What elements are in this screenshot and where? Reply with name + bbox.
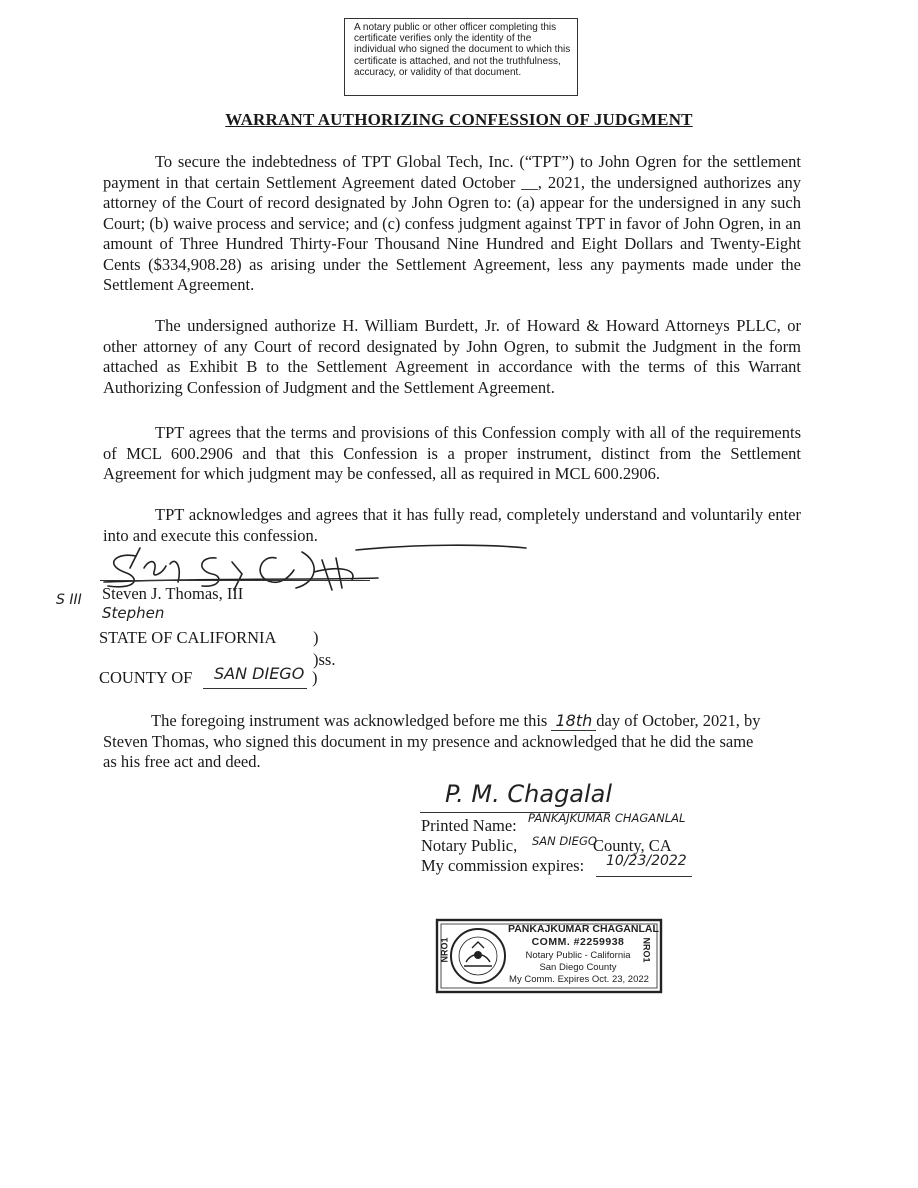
commission-underline — [596, 876, 692, 877]
acknowledgment-line-2: Steven Thomas, who signed this document in my presence and acknowledged that he did the same — [103, 732, 754, 751]
stamp-county: San Diego County — [539, 962, 617, 973]
notary-signature: P. M. Chagalal — [445, 780, 613, 808]
signer-handwritten-name: Stephen — [102, 604, 165, 622]
notary-stamp — [434, 918, 664, 994]
state-paren: ) — [313, 628, 319, 647]
acknowledgment-line-1 — [151, 711, 761, 731]
acknowledgment-day: 18th — [551, 711, 596, 731]
signature-line — [100, 580, 370, 581]
paragraph-authorization: The undersigned authorize H. William Burdett, Jr. of Howard & Howard Attorneys PLLC, or other attorney of any Court of record designated by John Ogren, to submit the Judgment in the form attached as Exhibit B to the Settlement Agreement in accordance with the terms of this Warrant Authorizing Confession of Judgment and the Settlement Agreement. — [103, 316, 801, 397]
document-title: WARRANT AUTHORIZING CONFESSION OF JUDGMENT — [225, 110, 693, 129]
ss-marker: )ss. — [313, 650, 336, 669]
stamp-expiration: My Comm. Expires Oct. 23, 2022 — [509, 974, 649, 985]
commission-label: My commission expires: — [421, 856, 585, 875]
county-underline — [203, 688, 307, 689]
printed-name-value: PANKAJKUMAR CHAGANLAL — [528, 811, 686, 825]
stamp-notary-title: Notary Public - California — [525, 950, 631, 961]
paragraph-acknowledgement: TPT acknowledges and agrees that it has fully read, completely understand and voluntarily enter into and execute this confession. — [103, 505, 801, 545]
acknowledgment-part-1: The foregoing instrument was acknowledged before me this — [151, 711, 548, 730]
signer-name: Steven J. Thomas, III — [102, 584, 244, 603]
county-paren: ) — [312, 668, 318, 687]
stamp-commission-number: COMM. #2259938 — [531, 936, 625, 948]
commission-value: 10/23/2022 — [606, 853, 687, 869]
notary-county-suffix: County, CA — [593, 836, 672, 855]
signer-handwritten-prefix: S III — [56, 592, 82, 608]
county-label: COUNTY OF — [99, 668, 193, 687]
paragraph-compliance: TPT agrees that the terms and provisions of this Confession comply with all of the requirements of MCL 600.2906 and that this Confession is a proper instrument, distinct from the Settlement Agreement for which judgment may be confessed, all as required in MCL 600.2906. — [103, 423, 801, 483]
notary-county-value: SAN DIEGO — [532, 834, 597, 848]
stamp-side-code-right: NRO1 — [641, 937, 652, 963]
acknowledgment-line-3: as his free act and deed. — [103, 752, 261, 771]
county-handwritten: SAN DIEGO — [214, 664, 305, 683]
stamp-notary-name: PANKAJKUMAR CHAGANLAL — [508, 923, 659, 935]
notary-public-label: Notary Public, — [421, 836, 518, 855]
paragraph-indebtedness: To secure the indebtedness of TPT Global Tech, Inc. (“TPT”) to John Ogren for the settlement payment in that certain Settlement Agreement dated October __, 2021, the undersigned authorizes any attorney of the Court of record designated by John Ogren to: (a) appear for the undersigned in any such Court; (b) waive process and service; and (c) confess judgment against TPT in favor of John Ogren, in an amount of Three Hundred Thirty-Four Thousand Nine Hundred and Eight Dollars and Twenty-Eight Cents ($334,908.28) as arising under the Settlement Agreement, less any payments made under the Settlement Agreement. — [103, 152, 801, 294]
notary-notice-box — [344, 18, 578, 96]
stamp-side-code-left: NRO1 — [439, 937, 450, 963]
state-label: STATE OF CALIFORNIA — [99, 628, 277, 647]
notary-notice-text: A notary public or other officer completing this certificate verifies only the identity of the individual who signed the document to which this certificate is attached, and not the truthfulness, accuracy, or validity of that document. — [354, 22, 571, 78]
acknowledgment-part-2: day of October, 2021, by — [596, 711, 761, 730]
printed-name-label: Printed Name: — [421, 816, 517, 835]
